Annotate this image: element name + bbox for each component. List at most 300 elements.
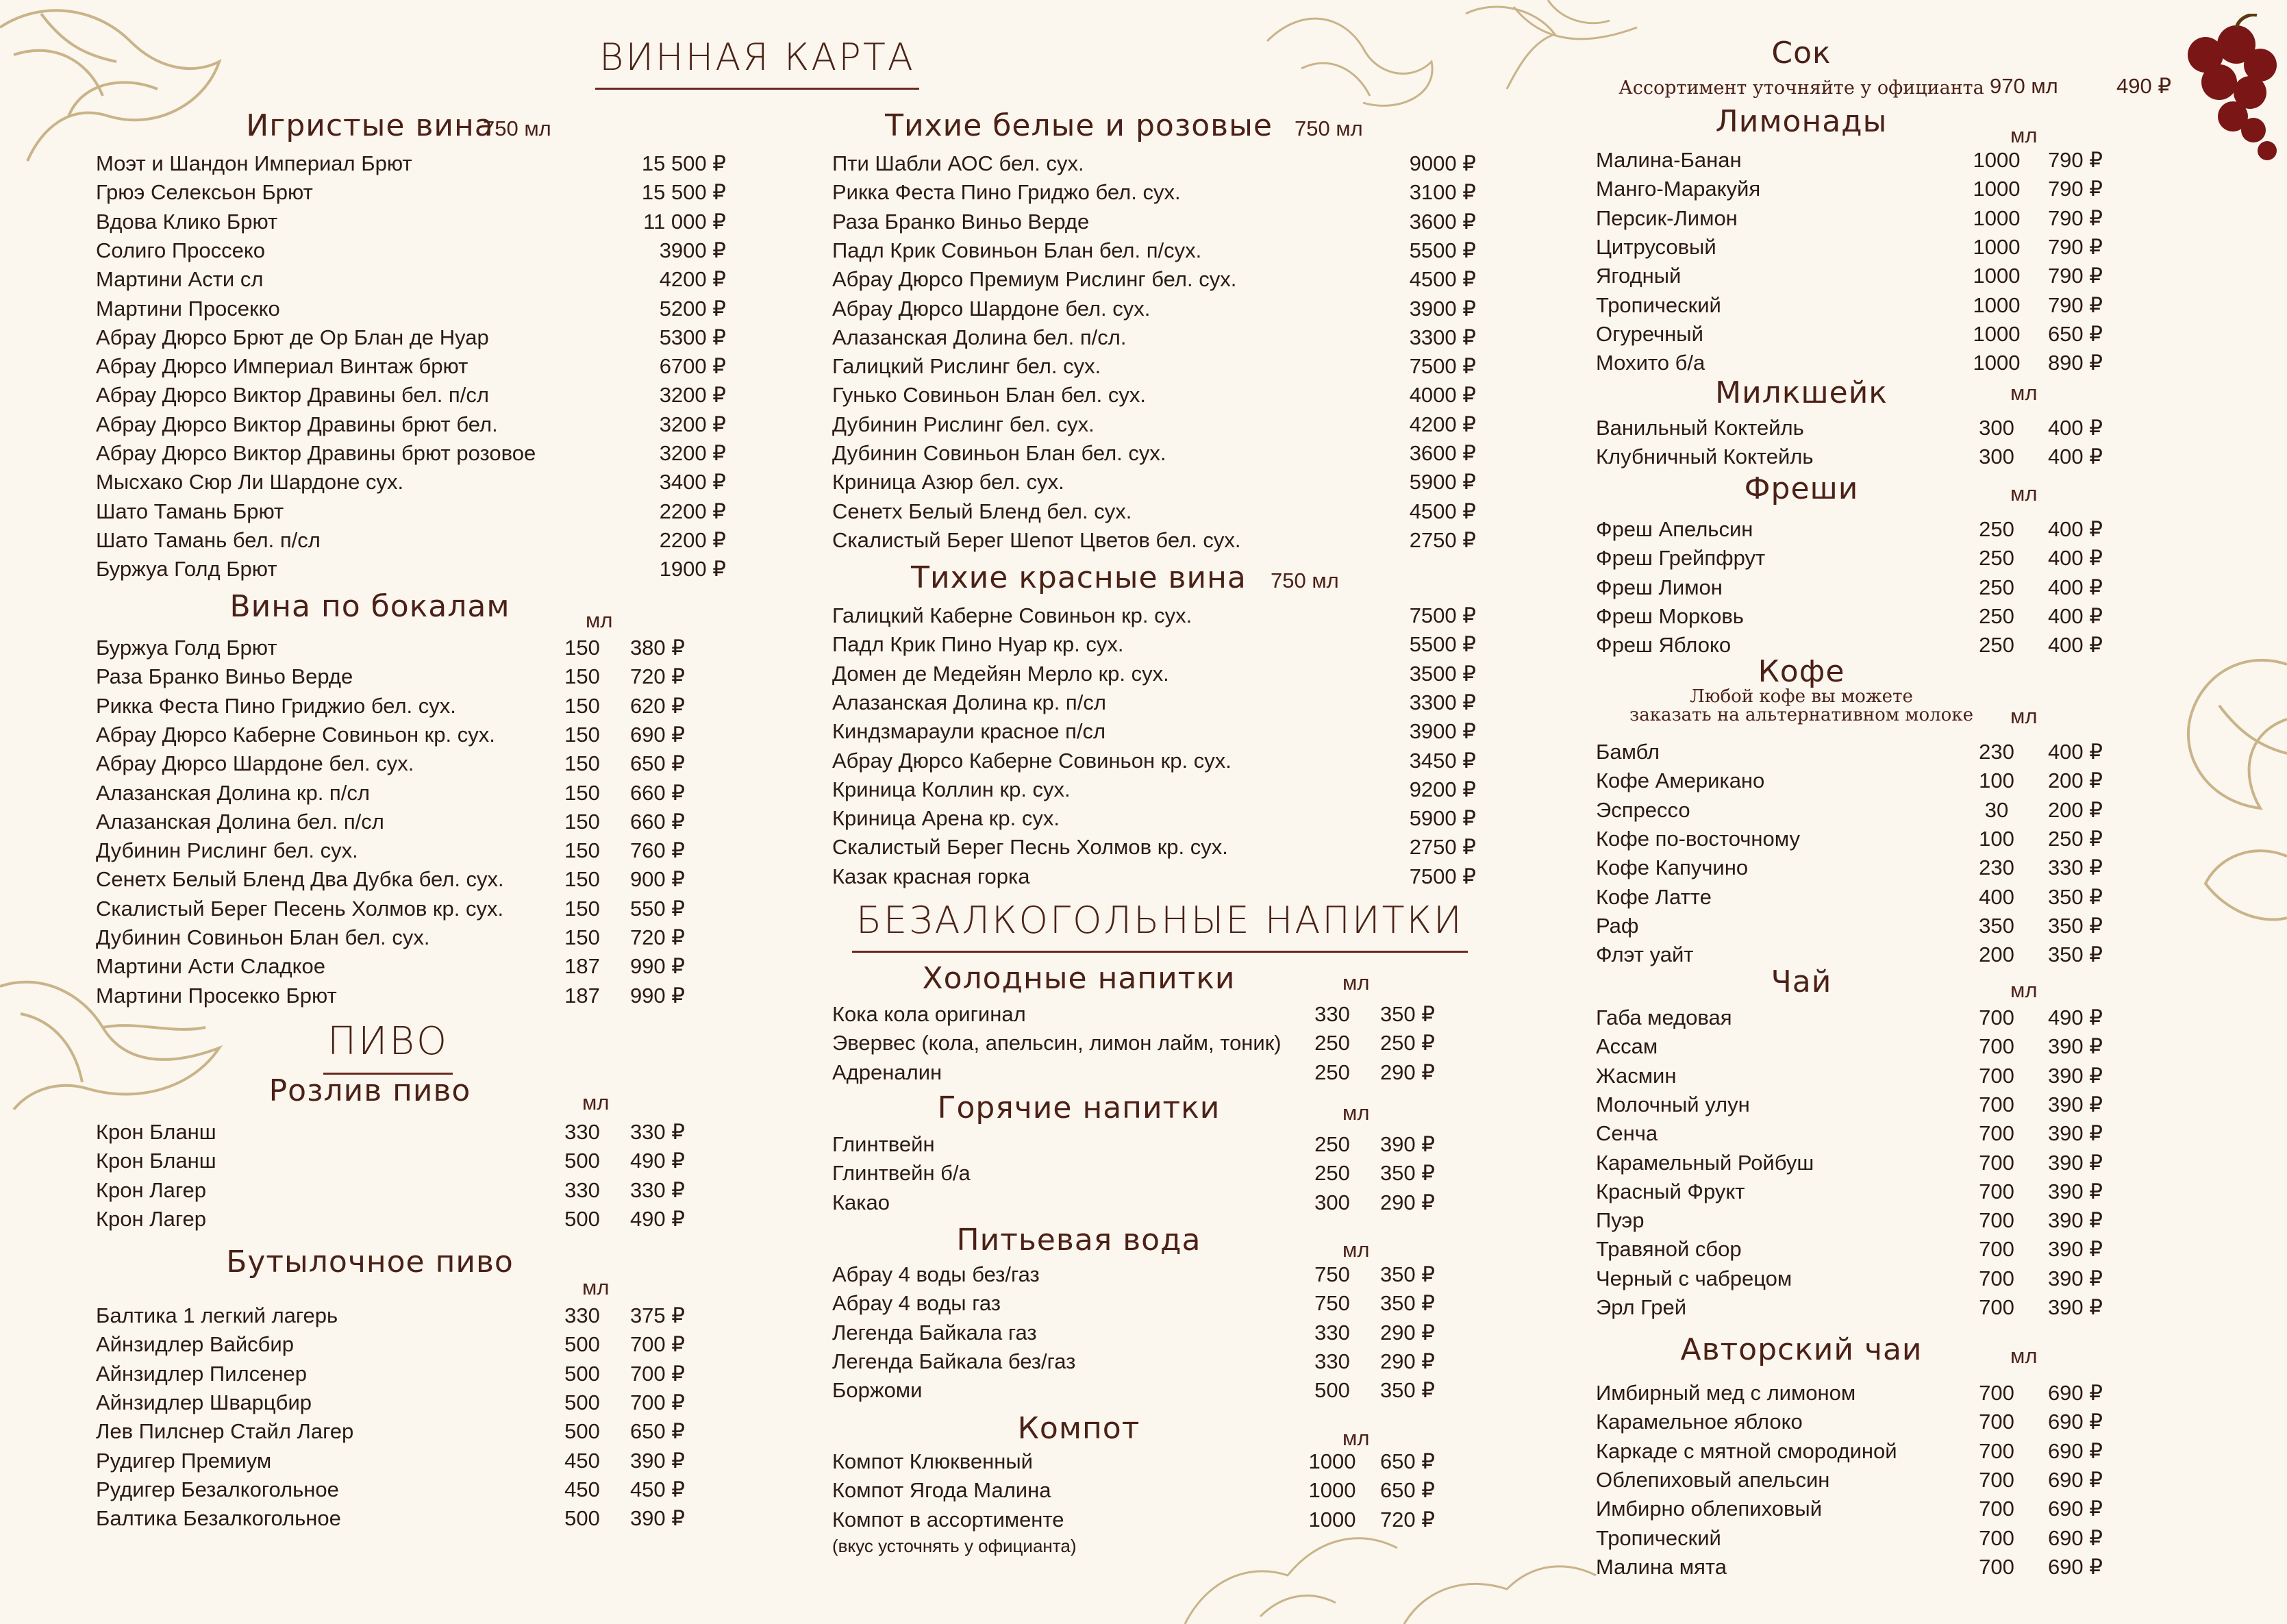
section-title: Чай bbox=[1771, 964, 1832, 999]
item-price: 390 ₽ bbox=[629, 1448, 685, 1473]
item-price: 5900 ₽ bbox=[1409, 806, 1476, 831]
item-name: Казак красная горка bbox=[832, 864, 1030, 888]
item-volume: 700 bbox=[1979, 1150, 2014, 1175]
item-price: 550 ₽ bbox=[629, 896, 685, 921]
item-price: 650 ₽ bbox=[629, 1419, 685, 1444]
item-volume: 100 bbox=[1979, 769, 2014, 793]
item-name: Абрау Дюрсо Премиум Рислинг бел. сух. bbox=[832, 267, 1237, 292]
item-volume: 1000 bbox=[1973, 292, 2021, 317]
item-name: Имбирно облепиховый bbox=[1596, 1497, 1823, 1521]
item-volume: 750 bbox=[1314, 1262, 1350, 1286]
item-price: 400 ₽ bbox=[2047, 517, 2103, 541]
item-price: 290 ₽ bbox=[1379, 1060, 1435, 1084]
menu-item-row bbox=[1589, 1495, 2171, 1523]
item-volume: 500 bbox=[564, 1506, 600, 1531]
item-price: 250 ₽ bbox=[2047, 826, 2103, 851]
item-price: 3100 ₽ bbox=[1409, 180, 1476, 205]
menu-item-row bbox=[1589, 602, 2171, 631]
item-name: Фреш Апельсин bbox=[1596, 517, 1753, 541]
coffee-note: заказать на альтернативном молоке bbox=[1629, 705, 1973, 725]
item-price: 9200 ₽ bbox=[1409, 777, 1476, 801]
menu-item-row bbox=[96, 1176, 753, 1205]
menu-item-row bbox=[96, 1417, 753, 1446]
wine-list-title: ВИННАЯ КАРТА bbox=[599, 36, 915, 79]
item-price: 3200 ₽ bbox=[659, 383, 726, 408]
item-volume: 1000 bbox=[1973, 177, 2021, 201]
item-volume: 500 bbox=[564, 1206, 600, 1231]
item-name: Фреш Морковь bbox=[1596, 603, 1744, 628]
menu-item-row bbox=[825, 439, 1503, 468]
item-name: Гунько Совиньон Блан бел. сух. bbox=[832, 383, 1147, 408]
item-price: 990 ₽ bbox=[629, 954, 685, 979]
item-name: Клубничный Коктейль bbox=[1596, 445, 1814, 469]
item-price: 2750 ₽ bbox=[1409, 835, 1476, 860]
menu-item-row bbox=[1589, 1379, 2171, 1408]
item-price: 390 ₽ bbox=[2047, 1179, 2103, 1203]
item-price: 3900 ₽ bbox=[659, 238, 726, 262]
item-name: Крон Бланш bbox=[96, 1120, 216, 1144]
item-volume: 350 bbox=[1979, 913, 2014, 938]
item-price: 400 ₽ bbox=[2047, 575, 2103, 599]
item-volume: 700 bbox=[1979, 1554, 2014, 1579]
section-volume-header: мл bbox=[582, 1275, 610, 1299]
item-name: Падл Крик Совиньон Блан бел. п/сух. bbox=[832, 238, 1202, 262]
menu-item-row bbox=[1589, 1177, 2171, 1206]
item-price: 690 ₽ bbox=[629, 722, 685, 747]
item-price: 7500 ₽ bbox=[1409, 603, 1476, 627]
menu-item-row bbox=[96, 381, 753, 410]
section-volume-header: 750 мл bbox=[483, 116, 551, 140]
menu-item-row bbox=[96, 1360, 753, 1388]
menu-item-row bbox=[1589, 1235, 2171, 1264]
item-price: 3200 ₽ bbox=[659, 441, 726, 465]
item-price: 900 ₽ bbox=[629, 867, 685, 892]
menu-item-row bbox=[825, 178, 1503, 207]
item-price: 700 ₽ bbox=[629, 1390, 685, 1414]
item-price: 350 ₽ bbox=[2047, 884, 2103, 909]
item-volume: 700 bbox=[1979, 1525, 2014, 1550]
section-title: Вина по бокалам bbox=[229, 589, 510, 624]
beer-title: ПИВО bbox=[327, 1019, 449, 1064]
menu-item-row bbox=[825, 1347, 1503, 1376]
item-name: Айнзидлер Вайсбир bbox=[96, 1332, 294, 1357]
menu-item-row bbox=[96, 952, 753, 981]
item-volume: 1000 bbox=[1973, 351, 2021, 375]
menu-item-row bbox=[825, 295, 1503, 323]
menu-item-row bbox=[96, 1504, 753, 1533]
item-price: 490 ₽ bbox=[629, 1206, 685, 1231]
menu-item-row bbox=[825, 833, 1503, 862]
item-name: Габа медовая bbox=[1596, 1005, 1732, 1029]
item-name: Дубинин Совиньон Блан бел. сух. bbox=[832, 441, 1166, 465]
item-volume: 250 bbox=[1979, 546, 2014, 571]
item-price: 3900 ₽ bbox=[1409, 719, 1476, 744]
section-volume-header: мл bbox=[2010, 704, 2038, 728]
item-volume: 250 bbox=[1314, 1161, 1350, 1186]
item-price: 4500 ₽ bbox=[1409, 267, 1476, 292]
item-price: 400 ₽ bbox=[2047, 603, 2103, 628]
item-volume: 330 bbox=[1314, 1320, 1350, 1345]
item-price: 390 ₽ bbox=[2047, 1150, 2103, 1175]
section-volume-header: мл bbox=[2010, 123, 2038, 147]
menu-item-row bbox=[1589, 544, 2171, 573]
item-name: Кофе по-восточному bbox=[1596, 826, 1800, 851]
item-volume: 700 bbox=[1979, 1266, 2014, 1290]
item-price: 330 ₽ bbox=[629, 1120, 685, 1144]
section-title: Компот bbox=[1017, 1411, 1140, 1446]
item-price: 290 ₽ bbox=[1379, 1320, 1435, 1345]
item-price: 15 500 ₽ bbox=[641, 151, 726, 175]
item-price: 5200 ₽ bbox=[659, 296, 726, 321]
menu-item-row bbox=[1589, 1437, 2171, 1466]
item-name: Компот в ассортименте bbox=[832, 1507, 1064, 1532]
item-name: Алазанская Долина бел. п/сл bbox=[96, 809, 384, 834]
item-volume: 450 bbox=[564, 1448, 600, 1473]
item-name: Абрау Дюрсо Шардоне бел. сух. bbox=[832, 296, 1151, 321]
item-volume: 187 bbox=[564, 954, 600, 979]
item-price: 690 ₽ bbox=[2047, 1410, 2103, 1434]
item-name: Пуэр bbox=[1596, 1208, 1645, 1233]
item-volume: 100 bbox=[1979, 826, 2014, 851]
item-price: 3900 ₽ bbox=[1409, 296, 1476, 321]
menu-item-row bbox=[96, 721, 753, 749]
menu-item-row bbox=[1589, 175, 2171, 203]
item-price: 690 ₽ bbox=[2047, 1381, 2103, 1405]
item-name: Компот Ягода Малина bbox=[832, 1478, 1051, 1503]
leaf-ornament-icon bbox=[0, 0, 226, 164]
item-volume: 150 bbox=[564, 664, 600, 689]
item-price: 690 ₽ bbox=[2047, 1554, 2103, 1579]
menu-item-row bbox=[825, 410, 1503, 439]
item-volume: 330 bbox=[564, 1120, 600, 1144]
menu-item-row bbox=[1589, 1206, 2171, 1235]
item-name: Крон Лагер bbox=[96, 1177, 206, 1202]
item-name: Молочный улун bbox=[1596, 1092, 1750, 1116]
item-name: Сенетх Белый Бленд Два Дубка бел. сух. bbox=[96, 867, 504, 892]
menu-item-row bbox=[96, 895, 753, 923]
section-title: Тихие красные вина bbox=[911, 560, 1247, 595]
section-volume-header: мл bbox=[2010, 1344, 2038, 1368]
menu-item-row bbox=[1589, 1293, 2171, 1322]
menu-item-row bbox=[96, 808, 753, 836]
item-name: Киндзмараули красное п/сл bbox=[832, 719, 1106, 744]
item-price: 2200 ₽ bbox=[659, 527, 726, 552]
item-price: 4500 ₽ bbox=[1409, 499, 1476, 523]
item-name: Рудигер Премиум bbox=[96, 1448, 272, 1473]
item-volume: 187 bbox=[564, 983, 600, 1008]
item-name: Балтика Безалкогольное bbox=[96, 1506, 341, 1531]
item-volume: 700 bbox=[1979, 1063, 2014, 1088]
menu-item-row bbox=[96, 692, 753, 721]
item-price: 5300 ₽ bbox=[659, 325, 726, 349]
juice-price: 490 ₽ bbox=[2116, 74, 2172, 98]
menu-item-row bbox=[825, 1058, 1503, 1087]
item-name: Каркаде с мятной смородиной bbox=[1596, 1438, 1897, 1463]
section-title: Питьевая вода bbox=[956, 1223, 1201, 1258]
menu-item-row bbox=[96, 982, 753, 1010]
menu-item-row bbox=[96, 352, 753, 381]
menu-item-row bbox=[825, 1000, 1503, 1029]
item-volume: 300 bbox=[1314, 1190, 1350, 1214]
item-name: Раза Бранко Виньо Верде bbox=[96, 664, 353, 689]
item-price: 390 ₽ bbox=[2047, 1121, 2103, 1146]
item-name: Абрау 4 воды без/газ bbox=[832, 1262, 1040, 1286]
item-price: 3450 ₽ bbox=[1409, 748, 1476, 773]
item-name: Эвервес (кола, апельсин, лимон лайм, тоник) bbox=[832, 1031, 1282, 1055]
menu-item-row bbox=[825, 526, 1503, 555]
item-price: 380 ₽ bbox=[629, 636, 685, 660]
menu-item-row bbox=[1589, 320, 2171, 349]
item-name: Мартини Асти Сладкое bbox=[96, 954, 326, 979]
item-name: Легенда Байкала без/газ bbox=[832, 1349, 1076, 1373]
item-name: Фреш Лимон bbox=[1596, 575, 1723, 599]
item-name: Адреналин bbox=[832, 1060, 942, 1084]
item-price: 690 ₽ bbox=[2047, 1467, 2103, 1492]
item-name: Кофе Американо bbox=[1596, 769, 1765, 793]
section-volume-header: мл bbox=[1342, 971, 1370, 995]
leaf-ornament-icon bbox=[1507, 0, 1644, 55]
item-name: Красный Фрукт bbox=[1596, 1179, 1745, 1203]
section-volume-header: мл bbox=[2010, 978, 2038, 1002]
item-name: Балтика 1 легкий лагерь bbox=[96, 1303, 338, 1327]
menu-item-row bbox=[1589, 1553, 2171, 1582]
item-name: Абрау Дюрсо Виктор Дравины брют бел. bbox=[96, 412, 498, 436]
item-volume: 500 bbox=[564, 1332, 600, 1357]
item-volume: 1000 bbox=[1973, 234, 2021, 259]
item-volume: 700 bbox=[1979, 1295, 2014, 1319]
item-price: 790 ₽ bbox=[2047, 234, 2103, 259]
item-price: 450 ₽ bbox=[629, 1477, 685, 1501]
item-price: 650 ₽ bbox=[1379, 1478, 1435, 1503]
item-price: 790 ₽ bbox=[2047, 292, 2103, 317]
item-price: 3600 ₽ bbox=[1409, 209, 1476, 234]
item-volume: 1000 bbox=[1973, 321, 2021, 346]
item-price: 660 ₽ bbox=[629, 809, 685, 834]
item-volume: 1000 bbox=[1308, 1507, 1356, 1532]
soft-drinks-title: БЕЗАЛКОГОЛЬНЫЕ НАПИТКИ bbox=[856, 899, 1464, 942]
menu-item-row bbox=[1589, 825, 2171, 853]
item-price: 790 ₽ bbox=[2047, 177, 2103, 201]
menu-item-row bbox=[96, 1301, 753, 1330]
section-title: Розлив пиво bbox=[268, 1073, 471, 1108]
item-volume: 150 bbox=[564, 925, 600, 949]
item-name: Абрау Дюрсо Шардоне бел. сух. bbox=[96, 751, 414, 776]
menu-item-row bbox=[825, 775, 1503, 804]
item-name: Ассам bbox=[1596, 1034, 1658, 1059]
menu-item-row bbox=[96, 323, 753, 352]
item-price: 390 ₽ bbox=[2047, 1237, 2103, 1262]
menu-item-row bbox=[825, 1319, 1503, 1347]
item-price: 400 ₽ bbox=[2047, 546, 2103, 571]
item-name: Боржоми bbox=[832, 1378, 923, 1403]
item-price: 400 ₽ bbox=[2047, 416, 2103, 440]
item-volume: 30 bbox=[1984, 797, 2009, 822]
menu-item-row bbox=[96, 923, 753, 952]
section-volume-header: мл bbox=[582, 1090, 610, 1114]
item-name: Пти Шабли АОС бел. сух. bbox=[832, 151, 1084, 175]
item-price: 650 ₽ bbox=[629, 751, 685, 776]
item-price: 6700 ₽ bbox=[659, 354, 726, 379]
menu-item-row bbox=[825, 208, 1503, 236]
item-price: 790 ₽ bbox=[2047, 264, 2103, 288]
section-title: Сок bbox=[1771, 36, 1832, 71]
item-volume: 700 bbox=[1979, 1179, 2014, 1203]
item-price: 760 ₽ bbox=[629, 838, 685, 863]
item-name: Рудигер Безалкогольное bbox=[96, 1477, 339, 1501]
item-name: Персик-Лимон bbox=[1596, 205, 1738, 230]
item-price: 990 ₽ bbox=[629, 983, 685, 1008]
item-price: 290 ₽ bbox=[1379, 1349, 1435, 1373]
item-name: Раза Бранко Виньо Верде bbox=[832, 209, 1090, 234]
item-name: Моэт и Шандон Империал Брют bbox=[96, 151, 412, 175]
menu-item-row bbox=[96, 779, 753, 808]
menu-item-row bbox=[96, 295, 753, 323]
item-name: Имбирный мед с лимоном bbox=[1596, 1381, 1856, 1405]
item-price: 660 ₽ bbox=[629, 780, 685, 805]
item-price: 650 ₽ bbox=[2047, 321, 2103, 346]
item-price: 690 ₽ bbox=[2047, 1438, 2103, 1463]
item-name: Скалистый Берег Шепот Цветов бел. сух. bbox=[832, 527, 1241, 552]
item-name: Фреш Грейпфрут bbox=[1596, 546, 1766, 571]
item-price: 390 ₽ bbox=[2047, 1295, 2103, 1319]
item-price: 390 ₽ bbox=[1379, 1132, 1435, 1156]
item-volume: 500 bbox=[564, 1361, 600, 1386]
item-price: 350 ₽ bbox=[2047, 913, 2103, 938]
menu-item-row bbox=[825, 601, 1503, 630]
menu-item-row bbox=[825, 1506, 1503, 1534]
section-volume-header: 750 мл bbox=[1271, 569, 1339, 592]
item-price: 3300 ₽ bbox=[1409, 325, 1476, 349]
item-name: Алазанская Долина бел. п/сл. bbox=[832, 325, 1127, 349]
menu-item-row bbox=[825, 862, 1503, 891]
menu-item-row bbox=[96, 1147, 753, 1175]
section-volume-header: 750 мл bbox=[1295, 116, 1363, 140]
item-price: 700 ₽ bbox=[629, 1332, 685, 1357]
item-name: Абрау 4 воды газ bbox=[832, 1291, 1001, 1316]
item-name: Огуречный bbox=[1596, 321, 1703, 346]
item-name: Бамбл bbox=[1596, 740, 1660, 764]
menu-item-row bbox=[1589, 1466, 2171, 1495]
item-price: 390 ₽ bbox=[2047, 1208, 2103, 1233]
item-price: 400 ₽ bbox=[2047, 445, 2103, 469]
grape-logo-icon bbox=[2171, 14, 2284, 164]
menu-item-row bbox=[96, 555, 753, 584]
item-name: Крон Бланш bbox=[96, 1149, 216, 1173]
menu-item-row bbox=[1589, 1149, 2171, 1177]
item-price: 390 ₽ bbox=[2047, 1034, 2103, 1059]
menu-item-row bbox=[96, 236, 753, 265]
item-price: 5900 ₽ bbox=[1409, 470, 1476, 495]
item-name: Шато Тамань Брют bbox=[96, 499, 284, 523]
item-name: Криница Азюр бел. сух. bbox=[832, 470, 1064, 495]
item-name: Домен де Медейян Мерло кр. сух. bbox=[832, 661, 1169, 686]
item-name: Черный с чабрецом bbox=[1596, 1266, 1792, 1290]
item-volume: 150 bbox=[564, 867, 600, 892]
menu-item-row bbox=[1589, 515, 2171, 544]
item-name: Глинтвейн bbox=[832, 1132, 935, 1156]
menu-item-row bbox=[1589, 146, 2171, 175]
item-name: Компот Клюквенный bbox=[832, 1449, 1033, 1473]
menu-item-row bbox=[825, 747, 1503, 775]
menu-item-row bbox=[1589, 1090, 2171, 1119]
section-volume-header: мл bbox=[1342, 1101, 1370, 1125]
menu-item-row bbox=[825, 236, 1503, 265]
item-name: Фреш Яблоко bbox=[1596, 633, 1732, 658]
menu-item-row bbox=[825, 1289, 1503, 1318]
item-volume: 230 bbox=[1979, 740, 2014, 764]
menu-item-row bbox=[1589, 442, 2171, 471]
menu-item-row bbox=[96, 1118, 753, 1147]
item-name: Вдова Клико Брют bbox=[96, 209, 278, 234]
item-price: 11 000 ₽ bbox=[643, 209, 726, 234]
item-volume: 500 bbox=[564, 1149, 600, 1173]
menu-item-row bbox=[825, 688, 1503, 717]
item-price: 250 ₽ bbox=[1379, 1031, 1435, 1055]
item-price: 790 ₽ bbox=[2047, 205, 2103, 230]
item-name: Мартини Просекко Брют bbox=[96, 983, 337, 1008]
menu-item-row bbox=[1589, 1119, 2171, 1148]
item-price: 7500 ₽ bbox=[1409, 864, 1476, 888]
section-title: Игристые вина bbox=[246, 108, 494, 143]
menu-item-row bbox=[1589, 883, 2171, 912]
section-title: Кофе bbox=[1758, 654, 1845, 689]
item-price: 400 ₽ bbox=[2047, 633, 2103, 658]
item-price: 390 ₽ bbox=[2047, 1092, 2103, 1116]
item-name: Буржуа Голд Брют bbox=[96, 557, 277, 582]
item-name: Цитрусовый bbox=[1596, 234, 1716, 259]
section-volume-header: мл bbox=[2010, 381, 2038, 405]
menu-item-row bbox=[96, 497, 753, 526]
item-price: 490 ₽ bbox=[2047, 1005, 2103, 1029]
menu-item-row bbox=[825, 804, 1503, 833]
item-price: 350 ₽ bbox=[1379, 1161, 1435, 1186]
menu-item-row bbox=[1589, 204, 2171, 233]
item-name: Ванильный Коктейль bbox=[1596, 416, 1804, 440]
item-volume: 200 bbox=[1979, 942, 2014, 967]
menu-item-row bbox=[825, 497, 1503, 526]
item-volume: 330 bbox=[1314, 1002, 1350, 1026]
item-price: 290 ₽ bbox=[1379, 1190, 1435, 1214]
menu-item-row bbox=[1589, 1264, 2171, 1293]
item-volume: 1000 bbox=[1308, 1478, 1356, 1503]
compote-note: (вкус усточнять у официанта) bbox=[832, 1535, 1077, 1556]
section-title: Фреши bbox=[1744, 471, 1859, 506]
menu-item-row bbox=[1589, 1003, 2171, 1032]
menu-item-row bbox=[1589, 573, 2171, 602]
item-price: 2750 ₽ bbox=[1409, 527, 1476, 552]
item-volume: 250 bbox=[1979, 517, 2014, 541]
item-name: Абрау Дюрсо Империал Винтаж брют bbox=[96, 354, 468, 379]
juice-note: Ассортимент уточняйте у официанта bbox=[1619, 77, 1984, 99]
item-name: Мартини Асти сл bbox=[96, 267, 264, 292]
section-volume-header: мл bbox=[1342, 1426, 1370, 1450]
item-price: 490 ₽ bbox=[629, 1149, 685, 1173]
section-title: Авторский чаи bbox=[1680, 1332, 1923, 1367]
item-price: 720 ₽ bbox=[1379, 1507, 1435, 1532]
menu-item-row bbox=[96, 836, 753, 865]
menu-item-row bbox=[1589, 262, 2171, 290]
menu-item-row bbox=[825, 149, 1503, 178]
item-name: Кока кола оригинал bbox=[832, 1002, 1026, 1026]
item-volume: 700 bbox=[1979, 1034, 2014, 1059]
item-price: 15 500 ₽ bbox=[641, 180, 726, 205]
menu-item-row bbox=[825, 630, 1503, 659]
menu-item-row bbox=[825, 1376, 1503, 1405]
item-volume: 150 bbox=[564, 896, 600, 921]
item-volume: 150 bbox=[564, 751, 600, 776]
item-price: 350 ₽ bbox=[1379, 1378, 1435, 1403]
item-volume: 700 bbox=[1979, 1497, 2014, 1521]
